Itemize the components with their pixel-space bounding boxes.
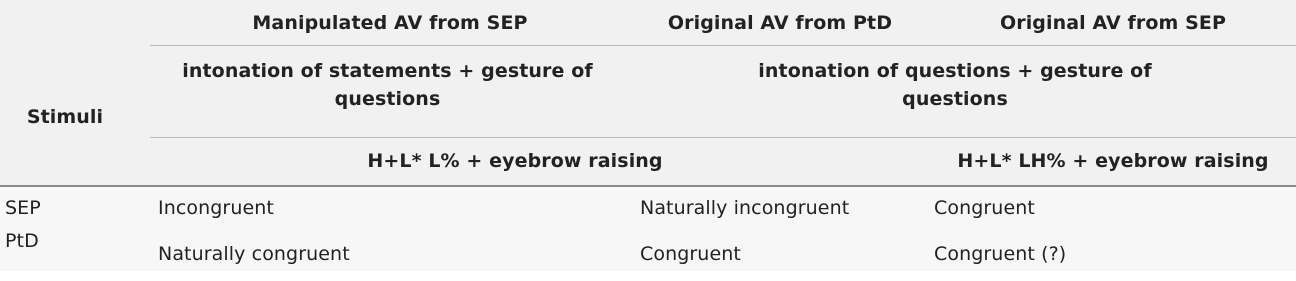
cell-original-sep: Congruent: [934, 197, 1035, 219]
group-header-original-ptd: Original AV from PtD: [667, 12, 893, 34]
group-header-manipulated-sep: Manipulated AV from SEP: [252, 12, 528, 34]
condition-header-statements: intonation of statements + gesture of questions: [182, 60, 593, 110]
group-header-original-sep: Original AV from SEP: [999, 12, 1227, 34]
header-rule: [150, 137, 1296, 138]
cell-original-ptd: Naturally incongruent: [640, 197, 850, 219]
cell-original-sep: Congruent (?): [934, 243, 1067, 265]
row-stimulus-ptd: PtD: [5, 230, 39, 252]
cell-manipulated-sep: Incongruent: [158, 197, 274, 219]
cell-original-ptd: Congruent: [640, 243, 741, 265]
row-stimulus-sep: SEP: [5, 197, 41, 219]
header-rule: [150, 45, 1296, 46]
cue-header-lh: H+L* LH% + eyebrow raising: [957, 150, 1269, 172]
cue-header-l: H+L* L% + eyebrow raising: [367, 150, 663, 172]
cell-manipulated-sep: Naturally congruent: [158, 243, 350, 265]
header-bottom-rule: [0, 185, 1296, 187]
condition-header-questions: intonation of questions + gesture of questions: [758, 60, 1152, 110]
stimuli-header: Stimuli: [26, 106, 104, 128]
